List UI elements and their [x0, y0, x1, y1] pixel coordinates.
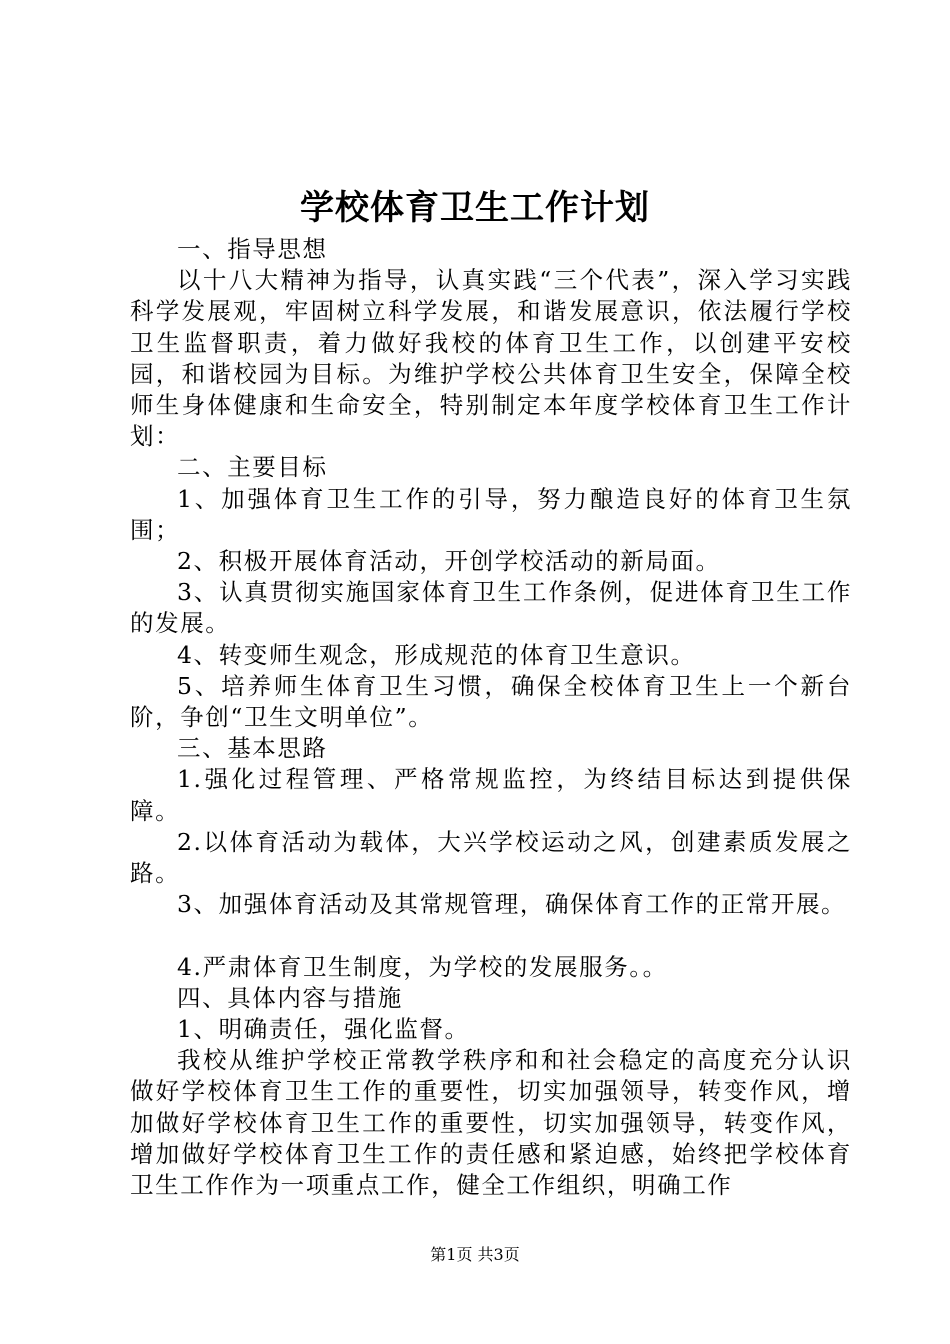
approach-item-3: 3、加强体育活动及其常规管理，确保体育工作的正常开展。 [177, 890, 847, 919]
heading-guiding-ideology: 一、指导思想 [177, 235, 328, 263]
approach-item-2: 2.以体育活动为载体，大兴学校运动之风，创建素质发展之路。 [130, 827, 852, 888]
goal-item-1: 1、加强体育卫生工作的引导，努力酿造良好的体育卫生氛围； [130, 484, 852, 544]
approach-item-1: 1.强化过程管理、严格常规监控，为终结目标达到提供保障。 [130, 765, 852, 825]
goal-item-5: 5、培养师生体育卫生习惯，确保全校体育卫生上一个新台阶，争创“卫生文明单位”。 [130, 671, 852, 732]
goal-item-4: 4、转变师生观念，形成规范的体育卫生意识。 [177, 640, 696, 669]
goal-item-3: 3、认真贯彻实施国家体育卫生工作条例，促进体育卫生工作的发展。 [130, 578, 852, 638]
heading-basic-approach: 三、基本思路 [177, 734, 328, 763]
measure-item-1: 1、明确责任，强化监督。 [177, 1015, 470, 1044]
document-title: 学校体育卫生工作计划 [300, 188, 650, 228]
heading-main-goals: 二、主要目标 [177, 453, 328, 482]
heading-specific-measures: 四、具体内容与措施 [177, 983, 403, 1012]
paragraph-guiding-ideology: 以十八大精神为指导，认真实践“三个代表”，深入学习实践科学发展观，牢固树立科学发展，和谐发展意识，依法履行学校卫生监督职责，着力做好我校的体育卫生工作，以创建平安校园，和谐校园为目标。为维护学校公共体育卫生安全，保障全校师生身体健康和生命安全，特别制定本年度学校体育卫生工作计划： [130, 266, 852, 451]
paragraph-measure-1-detail: 我校从维护学校正常教学秩序和和社会稳定的高度充分认识做好学校体育卫生工作的重要性，切实加强领导，转变作风，增加做好学校体育卫生工作的重要性，切实加强领导，转变作风，增加做好学校体育卫生工作的责任感和紧迫感，始终把学校体育卫生工作作为一项重点工作，健全工作组织，明确工作 [130, 1046, 852, 1200]
document-body [130, 234, 852, 1201]
page-number-footer: 第1页 共3页 [430, 1245, 520, 1264]
goal-item-2: 2、积极开展体育活动，开创学校活动的新局面。 [177, 547, 721, 576]
approach-item-4: 4.严肃体育卫生制度，为学校的发展服务。。 [177, 952, 668, 981]
